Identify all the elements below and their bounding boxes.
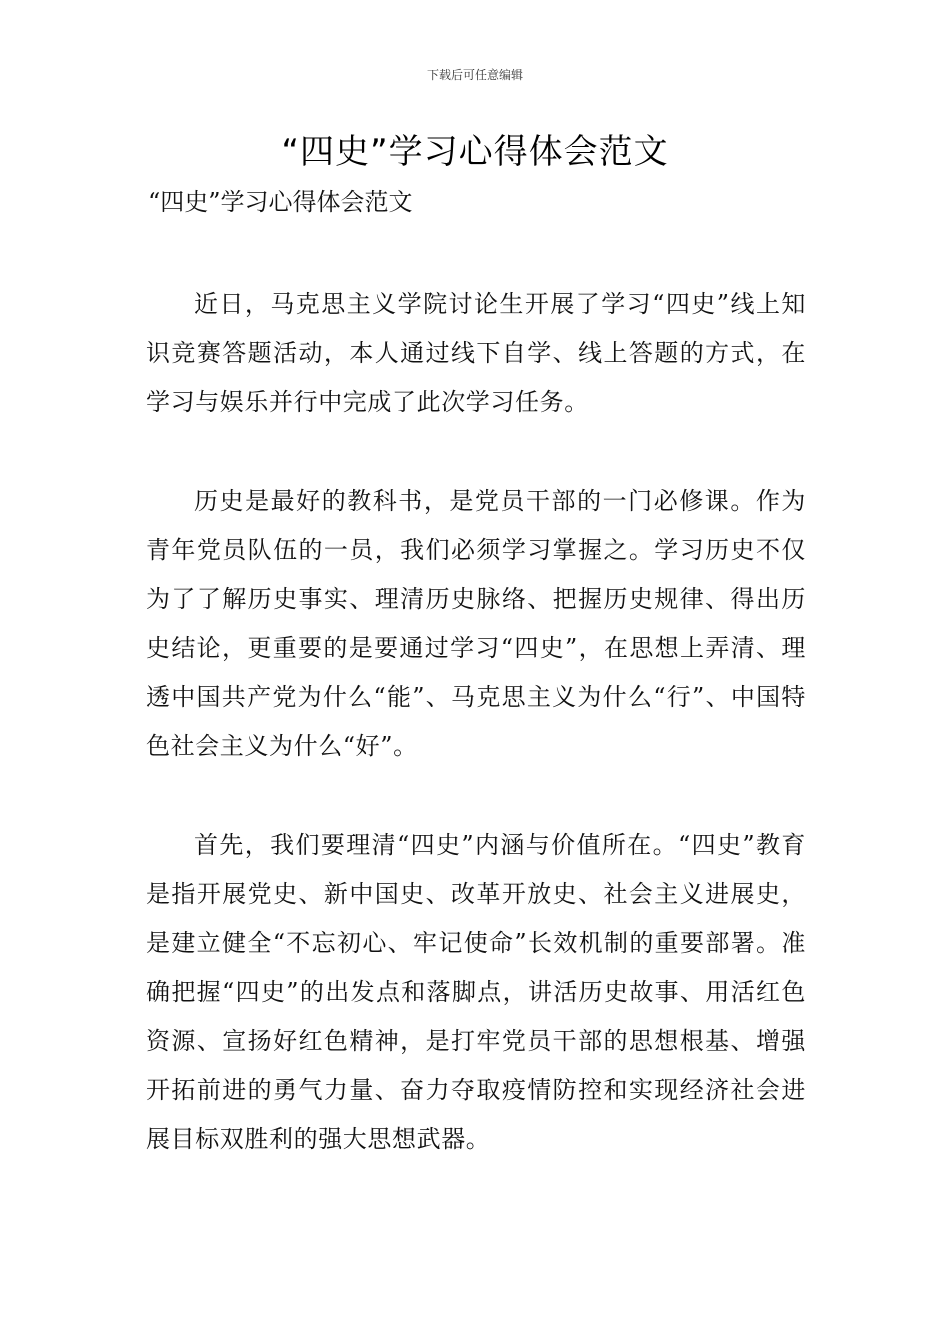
paragraph-3: 首先，我们要理清“四史”内涵与价值所在。“四史”教育是指开展党史、新中国史、改革开放史、社会主义进展史，是建立健全“不忘初心、牢记使命”长效机制的重要部署。准确把握“四史”的出发点和落脚点，讲活历史故事、用活红色资源、宣扬好红色精神，是打牢党员干部的思想根基、增强开拓前进的勇气力量、奋力夺取疫情防控和实现经济社会进展目标双胜利的强大思想武器。: [146, 831, 806, 1153]
document-title: “四史”学习心得体会范文: [281, 132, 669, 172]
header-note: 下载后可任意编辑: [426, 68, 523, 82]
paragraph-2: 历史是最好的教科书，是党员干部的一门必修课。作为青年党员队伍的一员，我们必须学习掌握之。学习历史不仅为了了解历史事实、理清历史脉络、把握历史规律、得出历史结论，更重要的是要通过学习“四史”，在思想上弄清、理透中国共产党为什么“能”、马克思主义为什么“行”、中国特色社会主义为什么“好”。: [146, 487, 806, 760]
document-subtitle: “四史”学习心得体会范文: [148, 188, 413, 216]
paragraph-1: 近日，马克思主义学院讨论生开展了学习“四史”线上知识竞赛答题活动，本人通过线下自学、线上答题的方式，在学习与娱乐并行中完成了此次学习任务。: [146, 290, 806, 416]
document-body: [146, 280, 806, 1214]
